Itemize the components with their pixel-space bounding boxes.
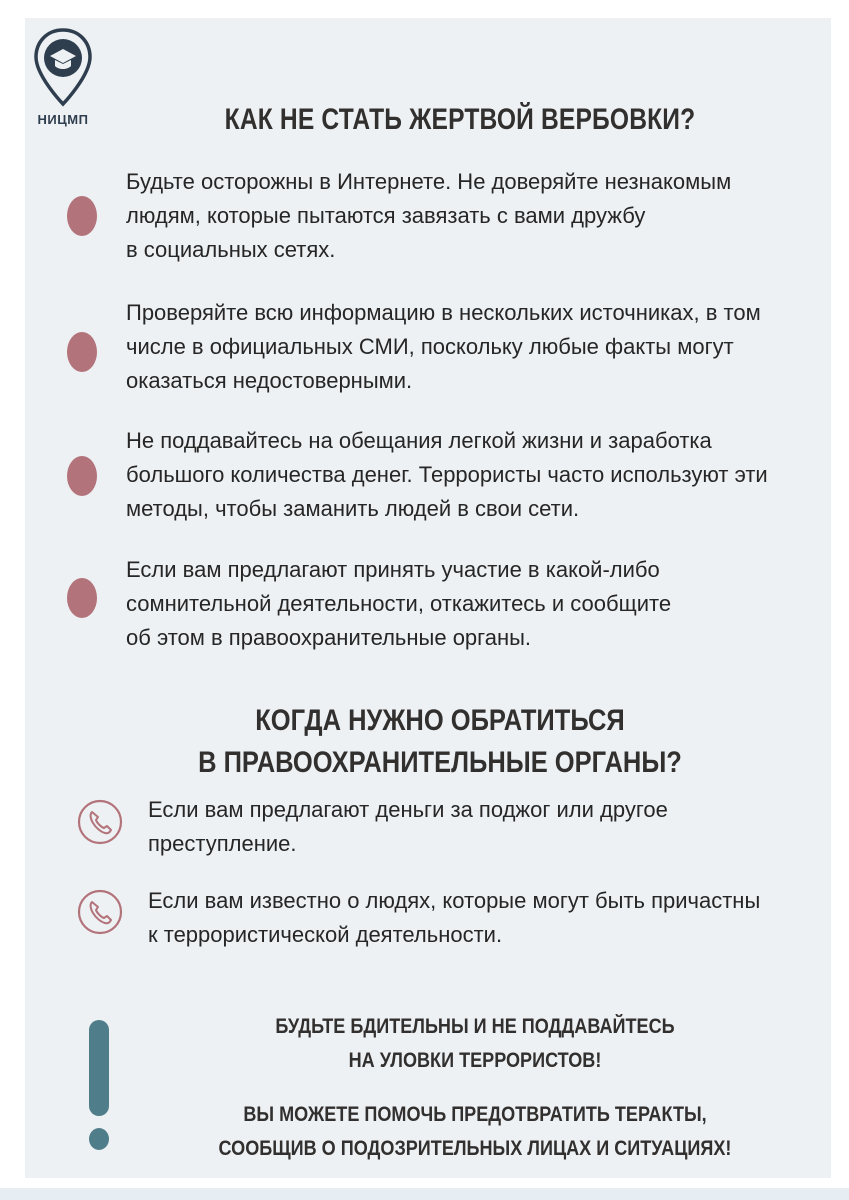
warning-line: БУДЬТЕ БДИТЕЛЬНЫ И НЕ ПОДДАВАЙТЕСЬ <box>275 1015 675 1038</box>
section-title-line: В ПРАВООХРАНИТЕЛЬНЫЕ ОРГАНЫ? <box>198 746 682 779</box>
contact-line: преступление. <box>148 831 297 856</box>
bullet-line: людям, которые пытаются завязать с вами дружбу <box>126 203 646 228</box>
bullet-line: об этом в правоохранительные органы. <box>126 625 532 650</box>
phone-icon <box>76 888 124 936</box>
nicmp-logo <box>28 26 98 136</box>
bullet-marker <box>67 456 97 496</box>
scan-bottom-strip <box>0 1188 849 1200</box>
bullet-line: большого количества денег. Террористы часто используют эти <box>126 462 768 487</box>
exclamation-icon <box>89 1020 109 1116</box>
call-to-action-line: ВЫ МОЖЕТЕ ПОМОЧЬ ПРЕДОТВРАТИТЬ ТЕРАКТЫ, <box>243 1103 707 1126</box>
warning-text <box>178 1010 771 1078</box>
bullet-item <box>126 296 786 398</box>
contact-line: Если вам известно о людях, которые могут быть причастны <box>148 888 761 913</box>
call-to-action-line: СООБЩИВ О ПОДОЗРИТЕЛЬНЫХ ЛИЦАХ И СИТУАЦИЯХ! <box>218 1137 732 1160</box>
contact-item <box>148 793 788 861</box>
bullet-line: Будьте осторожны в Интернете. Не доверяйте незнакомым <box>126 169 732 194</box>
page-title: КАК НЕ СТАТЬ ЖЕРТВОЙ ВЕРБОВКИ? <box>224 103 696 136</box>
bullet-marker <box>67 332 97 372</box>
bullet-item <box>126 424 786 526</box>
bullet-item <box>126 165 786 267</box>
bullet-line: Не поддавайтесь на обещания легкой жизни и заработка <box>126 428 712 453</box>
logo-text: НИЦМП <box>37 112 89 127</box>
section-title <box>194 700 687 784</box>
bullet-line: Проверяйте всю информацию в нескольких источниках, в том <box>126 300 761 325</box>
bullet-line: числе в официальных СМИ, поскольку любые факты могут <box>126 334 734 359</box>
phone-icon <box>76 798 124 846</box>
bullet-line: методы, чтобы заманить людей в свои сети. <box>126 496 580 521</box>
exclamation-dot-icon <box>89 1128 109 1150</box>
bullet-marker <box>67 196 97 236</box>
bullet-line: в социальных сетях. <box>126 237 336 262</box>
call-to-action-text <box>178 1098 771 1166</box>
bullet-line: Если вам предлагают принять участие в какой-либо <box>126 557 660 582</box>
contact-line: к террористической деятельности. <box>148 922 503 947</box>
bullet-line: оказаться недостоверными. <box>126 368 413 393</box>
contact-item <box>148 884 788 952</box>
location-pin-icon <box>28 26 98 112</box>
bullet-marker <box>67 578 97 618</box>
section-title-line: КОГДА НУЖНО ОБРАТИТЬСЯ <box>255 704 625 737</box>
bullet-line: сомнительной деятельности, откажитесь и сообщите <box>126 591 672 616</box>
bullet-item <box>126 553 786 655</box>
contact-line: Если вам предлагают деньги за поджог или другое <box>148 797 668 822</box>
warning-line: НА УЛОВКИ ТЕРРОРИСТОВ! <box>348 1049 602 1072</box>
